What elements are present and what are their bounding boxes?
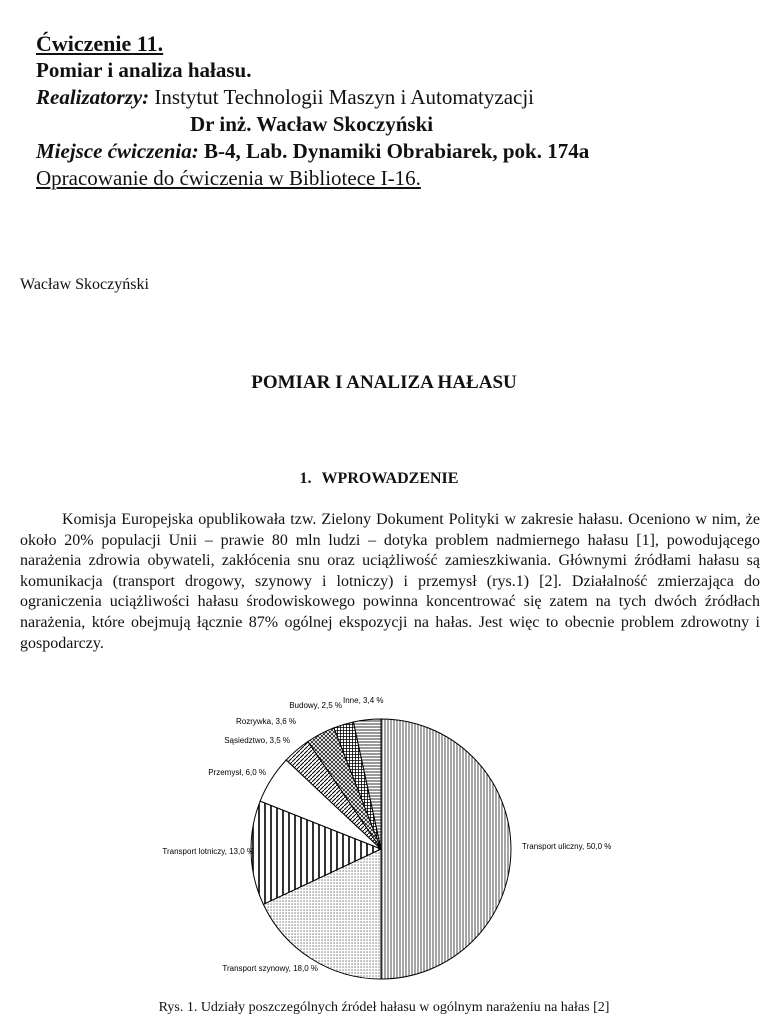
pie-label: Inne, 3,4 % bbox=[343, 696, 384, 705]
figure-caption: Rys. 1. Udziały poszczególnych źródeł hałasu w ogólnym narażeniu na hałas [2] bbox=[158, 1000, 610, 1015]
section-title: WPROWADZENIE bbox=[321, 470, 459, 487]
author-name: Wacław Skoczyński bbox=[20, 276, 149, 293]
organizers-label: Realizatorzy: bbox=[36, 85, 150, 109]
location-line bbox=[36, 138, 756, 165]
pie-label: Rozrywka, 3,6 % bbox=[235, 717, 296, 726]
document-title: POMIAR I ANALIZA HAŁASU bbox=[251, 372, 517, 393]
intro-paragraph: Komisja Europejska opublikowała tzw. Zielony Dokument Polityki w zakresie hałasu. Oceniono w nim, że około 20% populacji Unii – prawie 80 mln ludzi – dotyka problem nadmiernego hałasu [1], powodującego narażenia zdrowia obywateli, zakłócenia snu oraz uciążliwość zamieszkiwania. Głównymi źródłami hałasu są komunikacja (transport drogowy, szynowy i lotniczy) i przemysł (rys.1) [2]. Działalność zmierzająca do ograniczenia uciążliwości hałasu środowiskowego powinna koncentrować się zatem na tych dwóch źródłach narażenia, które obejmują łącznie 87% ogólnej ekspozycji na hałas. Jest więc to obecnie problem zdrowotny i gospodarczy. bbox=[20, 511, 760, 652]
section-heading bbox=[0, 470, 768, 488]
location-label: Miejsce ćwiczenia: bbox=[36, 139, 199, 163]
pie-label: Transport lotniczy, 13,0 % bbox=[162, 847, 254, 856]
pie-label: Transport szynowy, 18,0 % bbox=[222, 964, 318, 973]
supervisor-name: Dr inż. Wacław Skoczyński bbox=[190, 112, 434, 136]
exercise-title: Ćwiczenie 11. bbox=[36, 31, 164, 56]
pie-label: Przemysł, 6,0 % bbox=[208, 768, 266, 777]
pie-label: Budowy, 2,5 % bbox=[289, 701, 342, 710]
pie-slices bbox=[251, 719, 511, 979]
exercise-header bbox=[36, 30, 756, 192]
organizers-line bbox=[36, 84, 756, 111]
pie-label: Sąsiedztwo, 3,5 % bbox=[224, 736, 290, 745]
noise-sources-pie-chart bbox=[0, 690, 768, 980]
pie-slice-transport-uliczny bbox=[381, 719, 511, 979]
exercise-subtitle: Pomiar i analiza hałasu. bbox=[36, 58, 252, 82]
pie-label: Transport uliczny, 50,0 % bbox=[522, 842, 612, 851]
location-value: B-4, Lab. Dynamiki Obrabiarek, pok. 174a bbox=[198, 139, 590, 163]
organizers-value: Instytut Technologii Maszyn i Automatyzacji bbox=[149, 85, 535, 109]
section-number: 1. bbox=[299, 470, 312, 487]
library-note: Opracowanie do ćwiczenia w Bibliotece I-16. bbox=[36, 166, 421, 190]
